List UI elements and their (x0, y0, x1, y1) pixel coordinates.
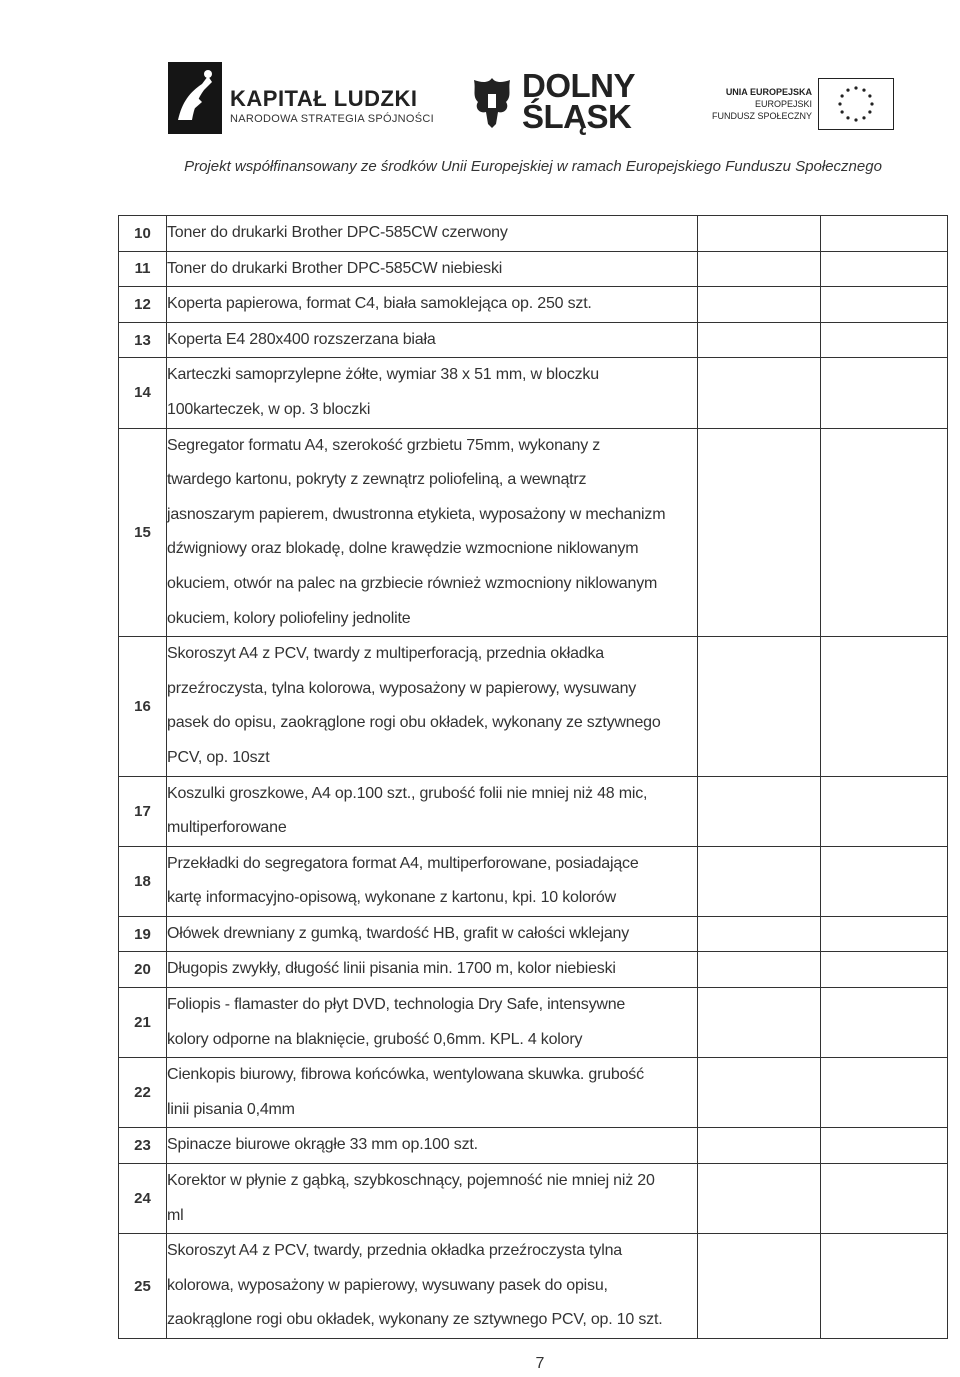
description-line: Skoroszyt A4 z PCV, twardy z multiperforacją, przednia okładka (167, 645, 604, 663)
item-description (167, 776, 698, 846)
description-line: twardego kartonu, pokryty z zewnątrz poliofeliną, a wewnątrz (167, 471, 587, 489)
empty-cell-quantity (698, 846, 821, 916)
description-line: Toner do drukarki Brother DPC-585CW czerwony (167, 224, 508, 241)
item-number: 12 (119, 287, 167, 323)
description-line: Przekładki do segregatora format A4, multiperforowane, posiadające (167, 854, 639, 872)
table-row (119, 358, 948, 428)
item-number: 18 (119, 846, 167, 916)
item-number: 25 (119, 1234, 167, 1339)
description-line: przeźroczysta, tylna kolorowa, wyposażony w papierowy, wysuwany (167, 679, 637, 697)
description-line: Cienkopis biurowy, fibrowa końcówka, wentylowana skuwka. grubość (167, 1066, 644, 1084)
kapital-ludzki-subtitle: NARODOWA STRATEGIA SPÓJNOŚCI (230, 113, 434, 125)
item-description (167, 1234, 698, 1339)
table-row (119, 1058, 948, 1128)
item-description (167, 428, 698, 637)
empty-cell-quantity (698, 776, 821, 846)
dolny-slask-title (522, 67, 635, 135)
empty-cell-price (821, 846, 948, 916)
item-number: 22 (119, 1058, 167, 1128)
empty-cell-price (821, 988, 948, 1058)
eu-line3: FUNDUSZ SPOŁECZNY (711, 111, 812, 121)
description-line: linii pisania 0,4mm (167, 1100, 295, 1118)
project-funding-line: Projekt współfinansowany ze środków Unii Europejskiej w ramach Europejskiego Funduszu Społecznego (184, 158, 882, 175)
eu-text-block (708, 86, 812, 122)
empty-cell-quantity (698, 1234, 821, 1339)
table-row (119, 952, 948, 988)
description-line: multiperforowane (167, 819, 287, 837)
silesian-eagle-emblem (470, 74, 514, 130)
items-table (118, 215, 948, 1339)
item-description (167, 952, 698, 988)
item-number: 16 (119, 637, 167, 776)
table-row (119, 428, 948, 637)
item-number: 11 (119, 251, 167, 287)
eu-star-icon (854, 86, 857, 89)
table-row (119, 322, 948, 358)
description-line: dźwigniowy oraz blokadę, dolne krawędzie wzmocnione niklowanym (167, 540, 639, 558)
eu-star-icon (846, 116, 849, 119)
description-line: okuciem, kolory poliofeliny jednolite (167, 609, 411, 627)
item-description (167, 637, 698, 776)
eu-line2: EUROPEJSKI (754, 99, 812, 109)
item-description (167, 916, 698, 952)
dolny-slask-line1: DOLNY (522, 67, 635, 104)
table-row (119, 1234, 948, 1339)
description-line: ml (167, 1206, 184, 1224)
empty-cell-price (821, 1234, 948, 1339)
items-table-body (119, 216, 948, 1339)
eu-star-icon (862, 116, 865, 119)
empty-cell-price (821, 1164, 948, 1234)
empty-cell-price (821, 952, 948, 988)
empty-cell-price (821, 358, 948, 428)
item-description (167, 216, 698, 252)
item-number: 23 (119, 1128, 167, 1164)
item-number: 15 (119, 428, 167, 637)
description-line: kartę informacyjno-opisową, wykonane z kartonu, kpi. 10 kolorów (167, 889, 616, 907)
empty-cell-price (821, 776, 948, 846)
description-line: jasnoszarym papierem, dwustronna etykieta, wyposażony w mechanizm (167, 505, 666, 523)
empty-cell-quantity (698, 322, 821, 358)
eu-star-icon (868, 94, 871, 97)
table-row (119, 776, 948, 846)
description-line: Skoroszyt A4 z PCV, twardy, przednia okładka przeźroczysta tylna (167, 1242, 622, 1260)
item-description (167, 846, 698, 916)
eu-star-icon (870, 102, 873, 105)
eu-star-icon (841, 110, 844, 113)
empty-cell-quantity (698, 916, 821, 952)
table-row (119, 916, 948, 952)
item-description (167, 1058, 698, 1128)
empty-cell-price (821, 322, 948, 358)
description-line: kolory odporne na blaknięcie, grubość 0,6mm. KPL. 4 kolory (167, 1030, 583, 1048)
table-row (119, 216, 948, 252)
item-description (167, 988, 698, 1058)
item-number: 24 (119, 1164, 167, 1234)
description-line: Toner do drukarki Brother DPC-585CW niebieski (167, 259, 503, 277)
kapital-ludzki-logo (168, 62, 222, 134)
description-line: Spinacze biurowe okrągłe 33 mm op.100 szt. (167, 1136, 478, 1154)
eu-star-icon (838, 102, 841, 105)
item-number: 17 (119, 776, 167, 846)
empty-cell-price (821, 916, 948, 952)
empty-cell-price (821, 1058, 948, 1128)
description-line: zaokrąglone rogi obu okładek, wykonany ze sztywnego PCV, op. 10 szt. (167, 1311, 663, 1329)
empty-cell-quantity (698, 358, 821, 428)
description-line: okuciem, otwór na palec na grzbiecie również wzmocniony niklowanym (167, 574, 658, 592)
empty-cell-quantity (698, 287, 821, 323)
table-row (119, 287, 948, 323)
item-number: 13 (119, 322, 167, 358)
eu-star-icon (841, 94, 844, 97)
empty-cell-quantity (698, 1128, 821, 1164)
empty-cell-price (821, 1128, 948, 1164)
description-line: kolorowa, wyposażony w papierowy, wysuwany pasek do opisu, (167, 1276, 608, 1294)
empty-cell-price (821, 287, 948, 323)
empty-cell-price (821, 251, 948, 287)
item-description (167, 358, 698, 428)
empty-cell-quantity (698, 1058, 821, 1128)
empty-cell-price (821, 428, 948, 637)
eu-star-icon (846, 89, 849, 92)
eu-line1: UNIA EUROPEJSKA (725, 87, 812, 97)
empty-cell-quantity (698, 988, 821, 1058)
description-line: pasek do opisu, zaokrąglone rogi obu okładek, wykonany ze sztywnego (167, 714, 661, 732)
description-line: Koperta E4 280x400 rozszerzana biała (167, 330, 436, 348)
table-row (119, 988, 948, 1058)
eu-star-icon (862, 89, 865, 92)
item-number: 20 (119, 952, 167, 988)
empty-cell-price (821, 637, 948, 776)
dolny-slask-line2: ŚLĄSK (522, 98, 632, 135)
item-description (167, 1164, 698, 1234)
empty-cell-quantity (698, 637, 821, 776)
description-line: Segregator formatu A4, szerokość grzbietu 75mm, wykonany z (167, 436, 601, 454)
empty-cell-quantity (698, 251, 821, 287)
empty-cell-quantity (698, 428, 821, 637)
page-number: 7 (535, 1355, 545, 1372)
item-number: 21 (119, 988, 167, 1058)
description-line: Korektor w płynie z gąbką, szybkoschnący, pojemność nie mniej niż 20 (167, 1172, 655, 1190)
table-row (119, 1164, 948, 1234)
item-description (167, 322, 698, 358)
item-description (167, 251, 698, 287)
description-line: PCV, op. 10szt (167, 748, 270, 766)
eu-flag-icon (818, 78, 894, 130)
empty-cell-quantity (698, 952, 821, 988)
description-line: Długopis zwykły, długość linii pisania min. 1700 m, kolor niebieski (167, 960, 616, 978)
kapital-ludzki-title: KAPITAŁ LUDZKI (230, 86, 418, 111)
page-header (0, 0, 960, 200)
item-number: 19 (119, 916, 167, 952)
item-number: 10 (119, 216, 167, 252)
item-description (167, 287, 698, 323)
empty-cell-price (821, 216, 948, 252)
description-line: 100karteczek, w op. 3 bloczki (167, 400, 371, 418)
description-line: Foliopis - flamaster do płyt DVD, technologia Dry Safe, intensywne (167, 996, 626, 1014)
table-row (119, 846, 948, 916)
eu-star-icon (854, 118, 857, 121)
description-line: Karteczki samoprzylepne żółte, wymiar 38 x 51 mm, w bloczku (167, 366, 599, 384)
table-row (119, 251, 948, 287)
table-row (119, 1128, 948, 1164)
description-line: Ołówek drewniany z gumką, twardość HB, grafit w całości wklejany (167, 924, 630, 942)
empty-cell-quantity (698, 1164, 821, 1234)
empty-cell-quantity (698, 216, 821, 252)
description-line: Koperta papierowa, format C4, biała samoklejąca op. 250 szt. (167, 295, 592, 313)
item-number: 14 (119, 358, 167, 428)
table-row (119, 637, 948, 776)
description-line: Koszulki groszkowe, A4 op.100 szt., grubość folii nie mniej niż 48 mic, (167, 784, 648, 802)
eu-star-icon (868, 110, 871, 113)
item-description (167, 1128, 698, 1164)
